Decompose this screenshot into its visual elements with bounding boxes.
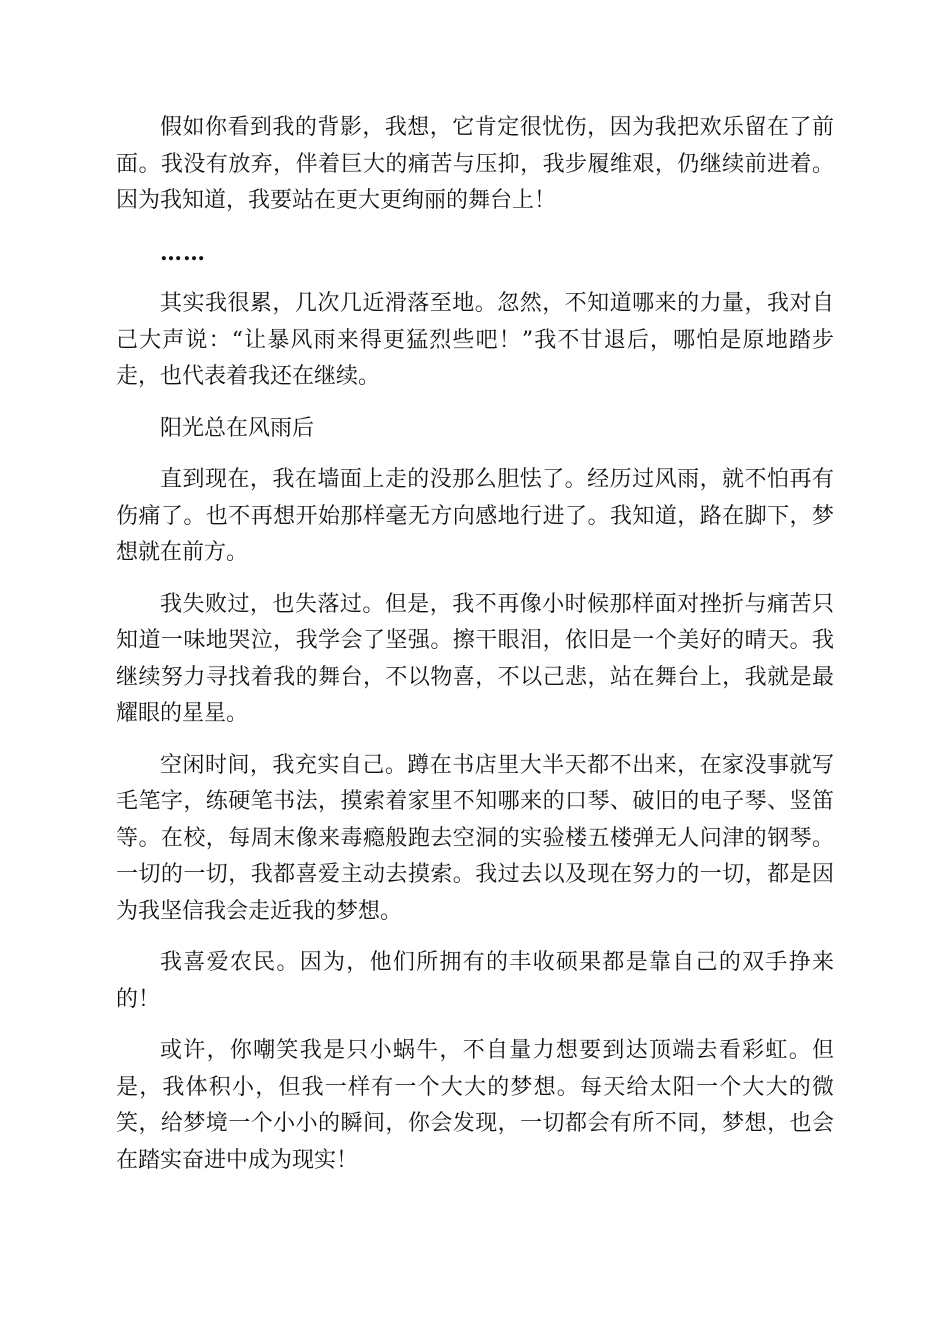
paragraph-3: 其实我很累，几次几近滑落至地。忽然，不知道哪来的力量，我对自己大声说：“让暴风雨来得更猛烈些吧！”我不甘退后，哪怕是原地踏步走，也代表着我还在继续。 (116, 291, 834, 389)
paragraph-8: 我喜爱农民。因为，他们所拥有的丰收硕果都是靠自己的双手挣来的！ (116, 950, 834, 1012)
paragraph-5: 直到现在，我在墙面上走的没那么胆怯了。经历过风雨，就不怕再有伤痛了。也不再想开始那样毫无方向感地行进了。我知道，路在脚下，梦想就在前方。 (116, 467, 834, 565)
paragraph-7: 空闲时间，我充实自己。蹲在书店里大半天都不出来，在家没事就写毛笔字，练硬笔书法，摸索着家里不知哪来的口琴、破旧的电子琴、竖笛等。在校，每周末像来毒瘾般跑去空洞的实验楼五楼弹无人问津的钢琴。一切的一切，我都喜爱主动去摸索。我过去以及现在努力的一切，都是因为我坚信我会走近我的梦想。 (116, 752, 834, 924)
section-heading: 阳光总在风雨后 (160, 415, 315, 441)
paragraph-9: 或许，你嘲笑我是只小蜗牛，不自量力想要到达顶端去看彩虹。但是，我体积小，但我一样有一个大大的梦想。每天给太阳一个大大的微笑，给梦境一个小小的瞬间，你会发现，一切都会有所不同，梦想，也会在踏实奋进中成为现实！ (116, 1038, 834, 1173)
paragraph-1: 假如你看到我的背影，我想，它肯定很忧伤，因为我把欢乐留在了前面。我没有放弃，伴着巨大的痛苦与压抑，我步履维艰，仍继续前进着。因为我知道，我要站在更大更绚丽的舞台上！ (116, 115, 834, 213)
document-body (116, 110, 834, 1194)
ellipsis-separator: …… (160, 239, 206, 266)
paragraph-6: 我失败过，也失落过。但是，我不再像小时候那样面对挫折与痛苦只知道一味地哭泣，我学会了坚强。擦干眼泪，依旧是一个美好的晴天。我继续努力寻找着我的舞台，不以物喜，不以己悲，站在舞台上，我就是最耀眼的星星。 (116, 591, 834, 726)
